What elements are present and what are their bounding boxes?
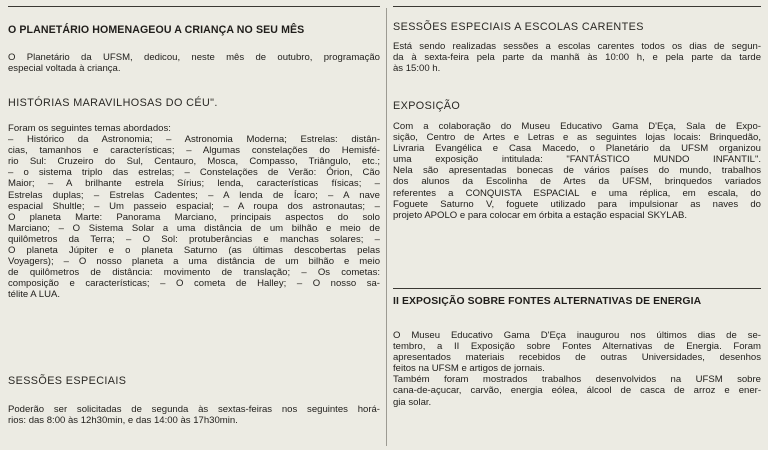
text-line: Marciano; – O Sistema Solar a uma distância de um bilhão e meio de [8,222,380,234]
text-line: O planeta Marte: Panorama Marciano, principais aspectos do solo [8,211,380,223]
text-line: Foram os seguintes temas abordados: [8,123,171,134]
text-line: Está sendo realizadas sessões a escolas carentes todos os dias de segun- [393,41,761,52]
carentes-heading-block [393,21,761,33]
text-line: uma exposição intitulada: "FANTÁSTICO MUNDO INFANTIL". [393,154,761,166]
text-line: referentes a CONQUISTA ESPACIAL e uma réplica, em escala, do [393,187,761,199]
text-line: Foguete Saturno V, foguete utilizado para impulsionar as naves do [393,198,761,210]
text-line: rios: das 8:00 às 12h30min, e das 14:00 às 17h30min. [8,415,238,427]
text-line: especial voltada à criança. [8,63,121,75]
text-line: rio Sul: Cruzeiro do Sul, Centauro, Mosca, Compasso, Triângulo, etc.; [8,156,380,168]
text-line: sição, Centro de Artes e Letras e as seguintes lojas locais: Brinquedão, [393,132,761,144]
text-line: Poderão ser solicitadas de segunda às sextas-feiras nos seguintes horá- [8,404,380,415]
sessoes-paragraph [8,404,380,426]
carentes-heading: SESSÕES ESPECIAIS A ESCOLAS CARENTES [393,21,644,33]
text-line: – o sistema triplo das estrelas; – Constelações de Verão: Órion, Cão [8,167,380,179]
text-line: Também foram mostrados trabalhos desenvolvidos na UFSM sobre [393,374,761,386]
sessoes-heading: SESSÕES ESPECIAIS [8,375,127,387]
text-line: às 15:00 h. [393,63,441,75]
text-line: dos alunos da Escolinha de Artes da UFSM, brinquedos variados [393,176,761,188]
exposicao-heading-block [393,100,761,112]
text-line: Voyagers); – O nosso planeta a uma distância de um bilhão e meio [8,256,380,268]
text-line: – Histórico da Astronomia; – Astronomia Moderna; Estrelas: distân- [8,134,380,146]
text-line: de quilômetros de distância: movimento de translação; – Os cometas: [8,267,380,279]
text-line: espacial Shultle; – Um passeio espacial; – A roupa dos astronautas; – [8,200,380,212]
text-line: cias, tamanhos e características; – Algumas constelações do Hemisfé- [8,145,380,157]
planetario-heading-block [8,24,380,36]
text-line: cana-de-açucar, carvão, energia eólea, álcool de casca de arroz e ener- [393,385,761,397]
energia-heading: II EXPOSIÇÃO SOBRE FONTES ALTERNATIVAS DE ENERGIA [393,296,702,307]
text-line: tembro, a II Exposição sobre Fontes Alternativas de Energia. Foram [393,341,761,353]
energia-heading-block [393,296,761,307]
text-line: O Planetário da UFSM, dedicou, neste mês de outubro, programação [8,52,380,63]
text-line: Nela são apresentadas bonecas de vários países do mundo, trabalhos [393,165,761,177]
historias-paragraph [8,123,380,301]
energia-paragraph [393,330,761,408]
sessoes-heading-block [8,375,380,387]
text-line: da à sexta-feira pela parte da manhã às 10:00 h, e pela parte da tarde [393,52,761,64]
exposicao-paragraph [393,121,761,221]
carentes-paragraph [393,41,761,74]
top-rule-right [393,6,761,7]
planetario-heading: O PLANETÁRIO HOMENAGEOU A CRIANÇA NO SEU MÊS [8,24,305,36]
text-line: Maior; – A brilhante estrela Sírius; lenda, características físicas; – [8,178,380,190]
historias-heading: HISTÓRIAS MARAVILHOSAS DO CÉU". [8,97,218,109]
column-divider [386,8,387,446]
text-line: Livraria Evangélica e Casa Macedo, o Planetário da UFSM organizou [393,143,761,155]
section-rule-right [393,288,761,289]
text-line: gia solar. [393,396,432,408]
text-line: O planeta Júpiter e o planeta Saturno (as últimas descobertas pelas [8,245,380,257]
text-line: télite A LUA. [8,289,61,301]
text-line: composição e características; – O cometa de Halley; – O nosso sa- [8,278,380,290]
text-line: Com a colaboração do Museu Educativo Gama D'Eça, Sala de Expo- [393,121,761,132]
text-line: O Museu Educativo Gama D'Eça inaugurou nos últimos dias de se- [393,330,761,341]
text-line: projeto APOLO e para colocar em órbita a estação espacial SKYLAB. [393,209,687,221]
text-line: Estrelas duplas; – Estrelas Cadentes; – A lenda de Ícaro; – A nave [8,189,380,201]
text-line: apresentados materiais recebidos de outras Universidades, desenhos [393,352,761,364]
exposicao-heading: EXPOSIÇÃO [393,100,461,112]
historias-heading-block [8,97,380,109]
intro-paragraph [8,52,380,74]
text-line: quilômetros da Terra; – O Sol: protuberâncias e manchas solares; – [8,233,380,245]
top-rule-left [8,6,380,7]
text-line: feitos na UFSM e artigos de jornais. [393,363,545,375]
